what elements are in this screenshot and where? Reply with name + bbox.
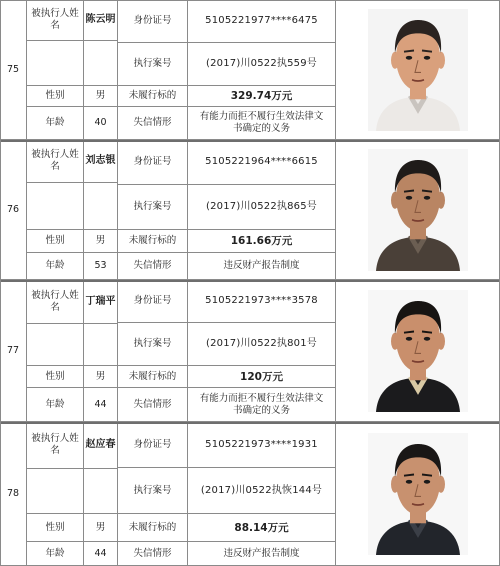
record-separator — [0, 140, 500, 142]
debtor-photo — [336, 280, 500, 422]
label-age: 年龄 — [27, 542, 84, 566]
record-index: 78 — [0, 422, 27, 566]
label-gender: 性别 — [27, 366, 84, 388]
blank-cell — [84, 183, 118, 230]
label-dishonest-situation: 失信情形 — [118, 542, 188, 566]
blank-cell — [27, 41, 84, 86]
age: 44 — [84, 388, 118, 422]
label-debtor-name: 被执行人姓名 — [27, 422, 84, 469]
gender: 男 — [84, 514, 118, 542]
debtor-portrait-image — [368, 9, 468, 131]
gender: 男 — [84, 230, 118, 253]
outstanding-amount: 329.74万元 — [188, 86, 336, 107]
blank-cell — [27, 183, 84, 230]
debtor-photo — [336, 422, 500, 566]
dishonest-situation: 有能力而拒不履行生效法律文书确定的义务 — [188, 388, 336, 422]
debtor-record — [0, 0, 500, 140]
label-dishonest-situation: 失信情形 — [118, 107, 188, 140]
debtor-name: 赵应春 — [84, 422, 118, 469]
label-outstanding-amount: 未履行标的 — [118, 366, 188, 388]
debtor-name: 丁瑞平 — [84, 280, 118, 324]
outstanding-amount: 161.66万元 — [188, 230, 336, 253]
label-gender: 性别 — [27, 86, 84, 107]
debtor-record — [0, 422, 500, 566]
label-case-number: 执行案号 — [118, 43, 188, 86]
record-separator — [0, 280, 500, 282]
debtor-photo — [336, 140, 500, 280]
debtor-record — [0, 280, 500, 422]
case-number: (2017)川0522执801号 — [188, 323, 336, 366]
outstanding-amount: 120万元 — [188, 366, 336, 388]
gender: 男 — [84, 366, 118, 388]
label-case-number: 执行案号 — [118, 185, 188, 230]
label-age: 年龄 — [27, 107, 84, 140]
label-outstanding-amount: 未履行标的 — [118, 514, 188, 542]
blank-cell — [27, 324, 84, 366]
record-index: 76 — [0, 140, 27, 280]
dishonest-situation: 有能力而拒不履行生效法律文书确定的义务 — [188, 107, 336, 140]
blank-cell — [84, 469, 118, 514]
debtor-portrait-image — [368, 433, 468, 555]
debtor-photo — [336, 0, 500, 140]
label-dishonest-situation: 失信情形 — [118, 388, 188, 422]
blank-cell — [84, 41, 118, 86]
debtor-record — [0, 140, 500, 280]
id-number: 5105221973****1931 — [188, 422, 336, 468]
label-age: 年龄 — [27, 388, 84, 422]
case-number: (2017)川0522执865号 — [188, 185, 336, 230]
blank-cell — [84, 324, 118, 366]
dishonest-situation: 违反财产报告制度 — [188, 253, 336, 280]
age: 44 — [84, 542, 118, 566]
label-id-number: 身份证号 — [118, 422, 188, 468]
debtor-portrait-image — [368, 290, 468, 412]
id-number: 5105221964****6615 — [188, 140, 336, 185]
label-gender: 性别 — [27, 514, 84, 542]
label-case-number: 执行案号 — [118, 323, 188, 366]
outstanding-amount: 88.14万元 — [188, 514, 336, 542]
label-debtor-name: 被执行人姓名 — [27, 140, 84, 183]
gender: 男 — [84, 86, 118, 107]
debtor-name: 陈云明 — [84, 0, 118, 41]
label-dishonest-situation: 失信情形 — [118, 253, 188, 280]
label-id-number: 身份证号 — [118, 140, 188, 185]
debtor-name: 刘志银 — [84, 140, 118, 183]
label-gender: 性别 — [27, 230, 84, 253]
label-outstanding-amount: 未履行标的 — [118, 230, 188, 253]
label-debtor-name: 被执行人姓名 — [27, 0, 84, 41]
age: 40 — [84, 107, 118, 140]
label-case-number: 执行案号 — [118, 468, 188, 514]
debtor-portrait-image — [368, 149, 468, 271]
record-index: 75 — [0, 0, 27, 140]
case-number: (2017)川0522执559号 — [188, 43, 336, 86]
label-age: 年龄 — [27, 253, 84, 280]
label-debtor-name: 被执行人姓名 — [27, 280, 84, 324]
label-id-number: 身份证号 — [118, 280, 188, 323]
blank-cell — [27, 469, 84, 514]
case-number: (2017)川0522执恢144号 — [188, 468, 336, 514]
label-outstanding-amount: 未履行标的 — [118, 86, 188, 107]
id-number: 5105221977****6475 — [188, 0, 336, 43]
record-separator — [0, 422, 500, 424]
age: 53 — [84, 253, 118, 280]
id-number: 5105221973****3578 — [188, 280, 336, 323]
dishonest-situation: 违反财产报告制度 — [188, 542, 336, 566]
record-index: 77 — [0, 280, 27, 422]
label-id-number: 身份证号 — [118, 0, 188, 43]
